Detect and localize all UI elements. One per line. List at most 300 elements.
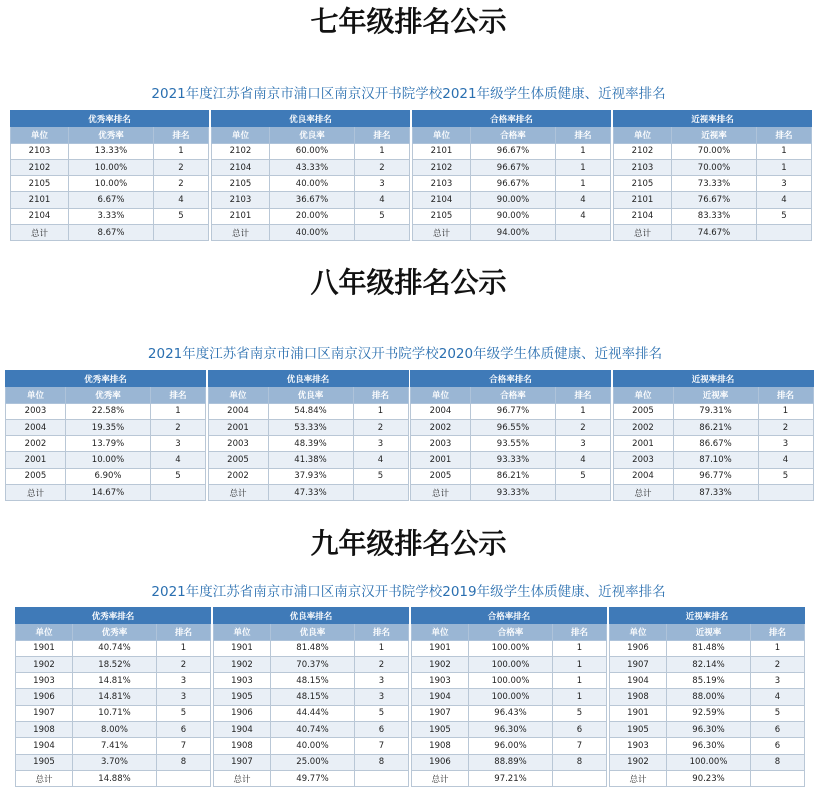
unit-cell: 2103 — [614, 159, 672, 175]
rank-cell: 1 — [556, 143, 611, 159]
total-label: 总计 — [212, 225, 270, 241]
table-row — [214, 705, 409, 721]
table-title: 优良率排名 — [212, 111, 410, 127]
header-rank: 排名 — [157, 624, 211, 640]
table-row — [614, 208, 812, 224]
header-rank: 排名 — [353, 387, 408, 403]
header-metric: 合格率 — [471, 387, 556, 403]
table-row — [613, 452, 813, 468]
rate-cell: 88.00% — [667, 689, 751, 705]
table-row — [614, 176, 812, 192]
rank-cell: 1 — [151, 403, 206, 419]
header-unit: 单位 — [411, 387, 471, 403]
table-row — [412, 754, 607, 770]
header-unit: 单位 — [413, 127, 471, 143]
table-row — [413, 176, 611, 192]
table-row — [412, 738, 607, 754]
table-title: 合格率排名 — [412, 608, 607, 624]
ranking-table — [613, 370, 814, 501]
rank-cell: 3 — [751, 673, 805, 689]
unit-cell: 1906 — [16, 689, 73, 705]
unit-cell: 2004 — [6, 419, 66, 435]
ranking-table — [613, 110, 812, 241]
table-row — [412, 640, 607, 656]
rank-cell: 2 — [151, 419, 206, 435]
table-header-row — [208, 387, 408, 403]
table-row — [214, 656, 409, 672]
rate-cell: 60.00% — [270, 143, 355, 159]
rank-cell: 5 — [355, 208, 410, 224]
rate-cell: 3.33% — [69, 208, 154, 224]
total-rank-empty — [556, 485, 611, 501]
rate-cell: 79.31% — [673, 403, 758, 419]
table-row — [208, 452, 408, 468]
rate-cell: 70.00% — [672, 143, 757, 159]
total-rank-empty — [355, 225, 410, 241]
rank-cell: 2 — [751, 656, 805, 672]
rank-cell: 1 — [154, 143, 209, 159]
ranking-table — [213, 607, 409, 787]
rate-cell: 96.67% — [471, 159, 556, 175]
rank-cell: 1 — [556, 403, 611, 419]
rank-cell: 8 — [355, 754, 409, 770]
table-row — [208, 403, 408, 419]
total-value: 90.23% — [667, 770, 751, 786]
table-title: 合格率排名 — [413, 111, 611, 127]
unit-cell: 1901 — [16, 640, 73, 656]
table-header-row — [6, 387, 206, 403]
table-header-row — [412, 624, 607, 640]
table-row — [214, 722, 409, 738]
ranking-table — [208, 370, 409, 501]
rank-cell: 8 — [157, 754, 211, 770]
total-rank-empty — [556, 225, 611, 241]
unit-cell: 2005 — [411, 468, 471, 484]
unit-cell: 1907 — [610, 656, 667, 672]
rate-cell: 40.00% — [270, 176, 355, 192]
header-rank: 排名 — [553, 624, 607, 640]
rate-cell: 48.15% — [271, 673, 355, 689]
header-unit: 单位 — [610, 624, 667, 640]
table-row — [212, 176, 410, 192]
table-row — [214, 673, 409, 689]
table-row — [212, 208, 410, 224]
header-metric: 合格率 — [471, 127, 556, 143]
rank-cell: 3 — [355, 689, 409, 705]
rate-cell: 10.00% — [69, 176, 154, 192]
table-row — [610, 754, 805, 770]
unit-cell: 2105 — [212, 176, 270, 192]
rate-cell: 96.00% — [469, 738, 553, 754]
rate-cell: 100.00% — [469, 656, 553, 672]
rank-cell: 6 — [553, 722, 607, 738]
total-row — [411, 485, 611, 501]
unit-cell: 1908 — [214, 738, 271, 754]
ranking-table — [15, 607, 211, 787]
table-row — [208, 419, 408, 435]
rate-cell: 100.00% — [469, 640, 553, 656]
total-row — [208, 485, 408, 501]
total-value: 47.33% — [268, 485, 353, 501]
rank-cell: 5 — [757, 208, 812, 224]
table-row — [610, 722, 805, 738]
rank-cell: 6 — [355, 722, 409, 738]
unit-cell: 2004 — [208, 403, 268, 419]
rank-cell: 3 — [151, 436, 206, 452]
total-rank-empty — [353, 485, 408, 501]
table-row — [610, 656, 805, 672]
rate-cell: 13.79% — [66, 436, 151, 452]
total-label: 总计 — [11, 225, 69, 241]
unit-cell: 1903 — [16, 673, 73, 689]
rate-cell: 37.93% — [268, 468, 353, 484]
table-row — [412, 656, 607, 672]
rate-cell: 70.00% — [672, 159, 757, 175]
unit-cell: 1903 — [610, 738, 667, 754]
unit-cell: 2102 — [614, 143, 672, 159]
section-heading: 九年级排名公示 — [310, 527, 507, 560]
rate-cell: 25.00% — [271, 754, 355, 770]
unit-cell: 2002 — [411, 419, 471, 435]
rate-cell: 87.10% — [673, 452, 758, 468]
table-row — [16, 705, 211, 721]
rank-cell: 4 — [757, 192, 812, 208]
rank-cell: 5 — [157, 705, 211, 721]
rate-cell: 8.00% — [73, 722, 157, 738]
total-label: 总计 — [614, 225, 672, 241]
total-label: 总计 — [214, 770, 271, 786]
total-row — [610, 770, 805, 786]
unit-cell: 2102 — [413, 159, 471, 175]
rank-cell: 5 — [355, 705, 409, 721]
table-row — [6, 452, 206, 468]
rate-cell: 70.37% — [271, 656, 355, 672]
total-label: 总计 — [412, 770, 469, 786]
table-title: 合格率排名 — [411, 371, 611, 387]
rank-cell: 4 — [151, 452, 206, 468]
table-header-row — [614, 127, 812, 143]
rank-cell: 2 — [758, 419, 813, 435]
rate-cell: 19.35% — [66, 419, 151, 435]
table-title: 优良率排名 — [214, 608, 409, 624]
rate-cell: 96.30% — [469, 722, 553, 738]
header-metric: 优秀率 — [73, 624, 157, 640]
total-value: 93.33% — [471, 485, 556, 501]
rate-cell: 40.00% — [271, 738, 355, 754]
unit-cell: 1902 — [16, 656, 73, 672]
table-row — [614, 192, 812, 208]
rate-cell: 83.33% — [672, 208, 757, 224]
rate-cell: 6.90% — [66, 468, 151, 484]
header-unit: 单位 — [6, 387, 66, 403]
total-rank-empty — [757, 225, 812, 241]
rate-cell: 18.52% — [73, 656, 157, 672]
rate-cell: 36.67% — [270, 192, 355, 208]
total-value: 40.00% — [270, 225, 355, 241]
table-header-row — [214, 624, 409, 640]
unit-cell: 2103 — [212, 192, 270, 208]
total-value: 87.33% — [673, 485, 758, 501]
rate-cell: 88.89% — [469, 754, 553, 770]
unit-cell: 2104 — [212, 159, 270, 175]
table-row — [208, 468, 408, 484]
total-label: 总计 — [613, 485, 673, 501]
header-rank: 排名 — [758, 387, 813, 403]
rank-cell: 5 — [751, 705, 805, 721]
rate-cell: 86.21% — [673, 419, 758, 435]
table-row — [11, 143, 209, 159]
rate-cell: 44.44% — [271, 705, 355, 721]
rank-cell: 2 — [154, 159, 209, 175]
total-row — [214, 770, 409, 786]
unit-cell: 1908 — [16, 722, 73, 738]
header-rank: 排名 — [556, 127, 611, 143]
rank-cell: 1 — [556, 159, 611, 175]
total-rank-empty — [157, 770, 211, 786]
rank-cell: 5 — [353, 468, 408, 484]
table-row — [614, 143, 812, 159]
ranking-table — [5, 370, 206, 501]
unit-cell: 2002 — [6, 436, 66, 452]
table-row — [412, 689, 607, 705]
rank-cell: 1 — [355, 640, 409, 656]
rate-cell: 53.33% — [268, 419, 353, 435]
rate-cell: 100.00% — [667, 754, 751, 770]
header-metric: 近视率 — [673, 387, 758, 403]
table-row — [413, 192, 611, 208]
total-row — [412, 770, 607, 786]
table-row — [610, 640, 805, 656]
unit-cell: 2101 — [11, 192, 69, 208]
rank-cell: 3 — [556, 436, 611, 452]
table-row — [613, 436, 813, 452]
rank-cell: 2 — [154, 176, 209, 192]
rate-cell: 85.19% — [667, 673, 751, 689]
table-title: 优秀率排名 — [6, 371, 206, 387]
rank-cell: 1 — [157, 640, 211, 656]
rank-cell: 6 — [751, 722, 805, 738]
total-label: 总计 — [16, 770, 73, 786]
table-title: 优秀率排名 — [16, 608, 211, 624]
rate-cell: 7.41% — [73, 738, 157, 754]
rank-cell: 3 — [355, 176, 410, 192]
unit-cell: 2003 — [411, 436, 471, 452]
total-value: 14.88% — [73, 770, 157, 786]
rank-cell: 5 — [154, 208, 209, 224]
rank-cell: 4 — [556, 208, 611, 224]
rate-cell: 96.67% — [471, 176, 556, 192]
table-title-row — [413, 111, 611, 127]
table-title-row — [614, 111, 812, 127]
header-rank: 排名 — [757, 127, 812, 143]
unit-cell: 2102 — [11, 159, 69, 175]
table-row — [16, 722, 211, 738]
table-title-row — [208, 371, 408, 387]
rank-cell: 1 — [355, 143, 410, 159]
unit-cell: 1905 — [412, 722, 469, 738]
table-row — [212, 159, 410, 175]
header-rank: 排名 — [751, 624, 805, 640]
rate-cell: 48.39% — [268, 436, 353, 452]
unit-cell: 1904 — [214, 722, 271, 738]
table-row — [212, 192, 410, 208]
table-row — [16, 640, 211, 656]
unit-cell: 2103 — [413, 176, 471, 192]
rate-cell: 40.74% — [271, 722, 355, 738]
rank-cell: 1 — [553, 656, 607, 672]
unit-cell: 2002 — [208, 468, 268, 484]
rank-cell: 1 — [758, 403, 813, 419]
total-row — [413, 225, 611, 241]
section-subtitle: 2021年度江苏省南京市浦口区南京汉开书院学校2020年级学生体质健康、近视率排名 — [147, 346, 663, 362]
rank-cell: 1 — [757, 159, 812, 175]
rank-cell: 2 — [556, 419, 611, 435]
rank-cell: 8 — [751, 754, 805, 770]
table-row — [610, 738, 805, 754]
rank-cell: 3 — [355, 673, 409, 689]
table-row — [16, 673, 211, 689]
table-title-row — [212, 111, 410, 127]
rate-cell: 10.00% — [69, 159, 154, 175]
table-title: 近视率排名 — [613, 371, 813, 387]
rate-cell: 93.55% — [471, 436, 556, 452]
unit-cell: 1905 — [16, 754, 73, 770]
total-row — [613, 485, 813, 501]
ranking-table — [410, 370, 611, 501]
table-row — [11, 176, 209, 192]
rank-cell: 1 — [757, 143, 812, 159]
total-label: 总计 — [411, 485, 471, 501]
rank-cell: 4 — [355, 192, 410, 208]
rate-cell: 86.67% — [673, 436, 758, 452]
rate-cell: 14.81% — [73, 689, 157, 705]
header-unit: 单位 — [214, 624, 271, 640]
table-title-row — [412, 608, 607, 624]
unit-cell: 2002 — [613, 419, 673, 435]
unit-cell: 2001 — [208, 419, 268, 435]
header-unit: 单位 — [16, 624, 73, 640]
rank-cell: 2 — [157, 656, 211, 672]
unit-cell: 1906 — [214, 705, 271, 721]
table-row — [613, 403, 813, 419]
table-row — [6, 468, 206, 484]
table-header-row — [610, 624, 805, 640]
table-row — [613, 419, 813, 435]
total-rank-empty — [151, 485, 206, 501]
total-label: 总计 — [413, 225, 471, 241]
unit-cell: 1903 — [214, 673, 271, 689]
table-row — [413, 143, 611, 159]
total-rank-empty — [751, 770, 805, 786]
rate-cell: 100.00% — [469, 673, 553, 689]
table-title: 优良率排名 — [208, 371, 408, 387]
rate-cell: 41.38% — [268, 452, 353, 468]
header-unit: 单位 — [412, 624, 469, 640]
table-title-row — [11, 111, 209, 127]
table-title: 优秀率排名 — [11, 111, 209, 127]
total-row — [11, 225, 209, 241]
rate-cell: 92.59% — [667, 705, 751, 721]
rate-cell: 48.15% — [271, 689, 355, 705]
rate-cell: 81.48% — [271, 640, 355, 656]
header-metric: 合格率 — [469, 624, 553, 640]
table-row — [614, 159, 812, 175]
unit-cell: 1904 — [610, 673, 667, 689]
header-rank: 排名 — [151, 387, 206, 403]
table-title-row — [214, 608, 409, 624]
table-row — [613, 468, 813, 484]
table-row — [214, 640, 409, 656]
header-rank: 排名 — [355, 624, 409, 640]
table-row — [214, 754, 409, 770]
table-row — [16, 689, 211, 705]
rate-cell: 22.58% — [66, 403, 151, 419]
rank-cell: 5 — [151, 468, 206, 484]
header-rank: 排名 — [355, 127, 410, 143]
rank-cell: 4 — [556, 452, 611, 468]
unit-cell: 2005 — [6, 468, 66, 484]
unit-cell: 2104 — [413, 192, 471, 208]
table-row — [413, 159, 611, 175]
table-title: 近视率排名 — [610, 608, 805, 624]
rank-cell: 6 — [157, 722, 211, 738]
total-rank-empty — [758, 485, 813, 501]
total-value: 97.21% — [469, 770, 553, 786]
rank-cell: 4 — [353, 452, 408, 468]
rate-cell: 90.00% — [471, 192, 556, 208]
table-header-row — [16, 624, 211, 640]
unit-cell: 1904 — [16, 738, 73, 754]
table-title: 近视率排名 — [614, 111, 812, 127]
rank-cell: 5 — [758, 468, 813, 484]
unit-cell: 2105 — [11, 176, 69, 192]
table-row — [208, 436, 408, 452]
rate-cell: 13.33% — [69, 143, 154, 159]
header-unit: 单位 — [614, 127, 672, 143]
rate-cell: 93.33% — [471, 452, 556, 468]
total-rank-empty — [154, 225, 209, 241]
rank-cell: 1 — [556, 176, 611, 192]
header-metric: 优秀率 — [66, 387, 151, 403]
total-label: 总计 — [6, 485, 66, 501]
header-unit: 单位 — [613, 387, 673, 403]
header-rank: 排名 — [154, 127, 209, 143]
table-row — [16, 656, 211, 672]
header-unit: 单位 — [208, 387, 268, 403]
rate-cell: 40.74% — [73, 640, 157, 656]
unit-cell: 1905 — [610, 722, 667, 738]
unit-cell: 2103 — [11, 143, 69, 159]
rate-cell: 96.67% — [471, 143, 556, 159]
unit-cell: 2001 — [6, 452, 66, 468]
rank-cell: 3 — [157, 673, 211, 689]
table-row — [16, 738, 211, 754]
table-row — [11, 159, 209, 175]
ranking-table — [411, 607, 607, 787]
rate-cell: 96.30% — [667, 722, 751, 738]
total-rank-empty — [553, 770, 607, 786]
rate-cell: 76.67% — [672, 192, 757, 208]
unit-cell: 1903 — [412, 673, 469, 689]
section-heading: 七年级排名公示 — [310, 5, 507, 38]
rank-cell: 7 — [157, 738, 211, 754]
table-header-row — [613, 387, 813, 403]
unit-cell: 2004 — [411, 403, 471, 419]
unit-cell: 2003 — [613, 452, 673, 468]
table-row — [11, 192, 209, 208]
header-metric: 近视率 — [667, 624, 751, 640]
unit-cell: 1907 — [16, 705, 73, 721]
